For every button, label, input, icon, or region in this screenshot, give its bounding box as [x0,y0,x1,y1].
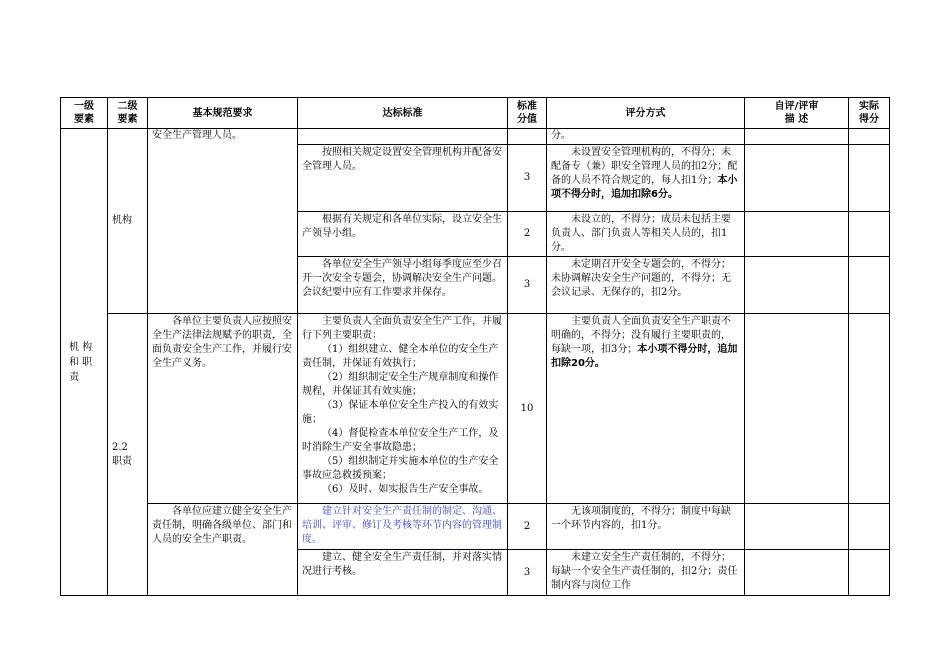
table-row [61,314,890,504]
duty-item: （3）保证本单位安全生产投入的有效实施； [302,400,499,425]
self-eval-cell [745,145,849,212]
basic-requirement: 各单位主要负责人应按照安全生产法律法规赋予的职责，全面负责安全生产工作，并履行安全生产义务。 [148,314,298,504]
table-row [61,504,890,550]
score-cell: 2 [508,212,547,257]
level1-element: 机 构 和 职 责 [61,129,108,596]
standard-cell: 按照相关规定设置安全管理机构并配备安全管理人员。 [298,145,508,212]
standards-table [60,97,890,596]
standard-cell: 建立针对安全生产责任制的制定、沟通、培训、评审、修订及考核等环节内容的管理制度。 [298,504,508,550]
header-self-eval: 自评/评审 描 述 [745,98,849,129]
standard-cell: 根据有关规定和各单位实际，设立安全生产领导小组。 [298,212,508,257]
method-cell: 未定期召开安全专题会的，不得分；未协调解决安全生产问题的，不得分；无会议记录、无保存的，扣2分。 [547,257,745,314]
self-eval-cell [745,129,849,145]
method-cell: 未设立的，不得分；成员未包括主要负责人、部门负责人等相关人员的，扣1分。 [547,212,745,257]
basic-requirement: 各单位应建立健全安全生产责任制，明确各级单位、部门和人员的安全生产职责。 [148,504,298,596]
self-eval-cell [745,257,849,314]
standard-intro: 主要负责人全面负责安全生产工作，并履行下列主要职责： [302,316,502,341]
method-bold-text: 本小项不得分时，追加扣除6分。 [551,175,738,200]
actual-score-cell [849,257,890,314]
header-level2: 二级 要素 [108,98,148,129]
header-basic: 基本规范要求 [148,98,298,129]
basic-requirement: 安全生产管理人员。 [148,129,298,314]
standard-cell: 建立、健全安全生产责任制，并对落实情况进行考核。 [298,550,508,596]
level2-element: 2.2 职责 [108,314,148,596]
table-row [61,129,890,145]
score-cell: 3 [508,145,547,212]
standard-cell [298,314,508,504]
header-row [61,98,890,129]
actual-score-cell [849,129,890,145]
header-method: 评分方式 [547,98,745,129]
header-actual: 实际 得分 [849,98,890,129]
method-cell [547,314,745,504]
standard-cell [298,129,508,145]
method-text: 主要负责人全面负责安全生产职责不明确的，不得分；没有履行主要职责的，每缺一项，扣3分； [551,316,731,355]
actual-score-cell [849,314,890,504]
actual-score-cell [849,504,890,550]
method-cell: 无该项制度的，不得分；制度中每缺一个环节内容的，扣1分。 [547,504,745,550]
duty-item: （5）组织制定并实施本单位的生产安全事故应急救援预案； [302,456,499,481]
score-cell: 3 [508,550,547,596]
duty-item: （2）组织制定安全生产规章制度和操作规程，并保证其有效实施； [302,372,499,397]
score-cell [508,129,547,145]
actual-score-cell [849,145,890,212]
method-text: 未设置安全管理机构的，不得分；未配备专（兼）职安全管理人员的扣2分；配备的人员不符合规定的，每人扣1分； [551,147,738,186]
duty-item: （6）及时、如实报告生产安全事故。 [322,484,489,495]
score-cell: 2 [508,504,547,550]
score-cell: 3 [508,257,547,314]
method-bold-text: 本小项不得分时，追加扣除20分。 [551,344,738,369]
header-level1: 一级 要素 [61,98,108,129]
header-score: 标准 分值 [508,98,547,129]
method-cell: 分。 [547,129,745,145]
score-cell: 10 [508,314,547,504]
duty-item: （4）督促检查本单位安全生产工作，及时消除生产安全事故隐患； [302,428,499,453]
self-eval-cell [745,550,849,596]
level2-element: 机构 [108,129,148,314]
method-cell [547,145,745,212]
self-eval-cell [745,314,849,504]
duty-item: （1）组织建立、健全本单位的安全生产责任制，并保证有效执行； [302,344,499,369]
standard-cell: 各单位安全生产领导小组每季度应至少召开一次安全专题会，协调解决安全生产问题。会议纪要中应有工作要求并保存。 [298,257,508,314]
self-eval-cell [745,212,849,257]
actual-score-cell [849,212,890,257]
method-cell: 未建立安全生产责任制的，不得分；每缺一个安全生产责任制的，扣2分；责任制内容与岗位工作 [547,550,745,596]
actual-score-cell [849,550,890,596]
header-standard: 达标标准 [298,98,508,129]
self-eval-cell [745,504,849,550]
